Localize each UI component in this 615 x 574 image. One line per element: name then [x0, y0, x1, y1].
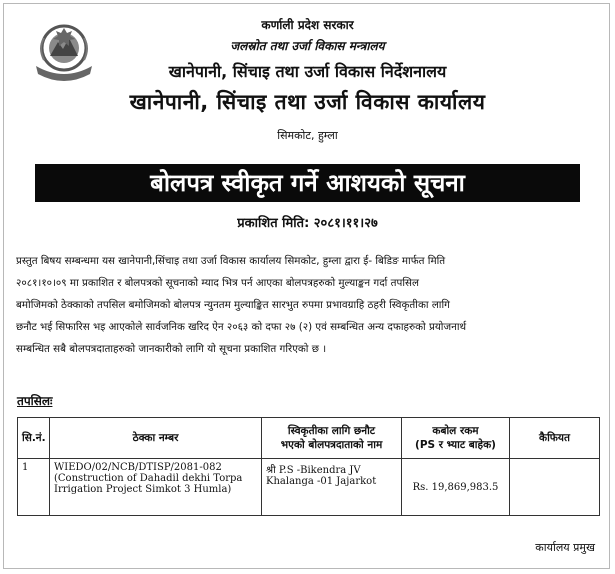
header-remarks: कैफियत — [510, 418, 600, 459]
body-line: २०८१।१०।०९ मा प्रकाशित र बोलपत्रको सूचनाको म्याद भित्र पर्न आएका बोलपत्रहरुको मुल्याङ्कन गर्दा तपसिल — [16, 277, 419, 289]
published-date: प्रकाशित मिति: २०८१।११।२७ — [237, 216, 378, 231]
contract-description: (Construction of Dahadil dekhi Torpa — [54, 473, 243, 484]
bidder-name: श्री P.S -Bikendra JV — [266, 465, 361, 476]
header-amount — [402, 418, 510, 459]
header-contract-number: ठेक्का नम्बर — [50, 418, 262, 459]
cell-amount: Rs. 19,869,983.5 — [402, 459, 510, 516]
bidder-address: Khalanga -01 Jajarkot — [266, 476, 377, 487]
office-location: सिमकोट, हुम्ला — [277, 129, 338, 142]
body-line: सम्बन्धित सबै बोलपत्रदाताहरुको जानकारीको लागि यो सूचना प्रकाशित गरिएको छ । — [16, 343, 327, 355]
header-bidder — [262, 418, 402, 459]
header-bidder-line: भएको बोलपत्रदाताको नाम — [280, 439, 383, 451]
header-amount-line: कबोल रकम — [432, 425, 479, 437]
directorate-heading: खानेपानी, सिंचाइ तथा उर्जा विकास निर्देशनालय — [168, 62, 447, 81]
signatory-label: कार्यालय प्रमुख — [535, 541, 595, 554]
details-label: तपसिलः — [17, 394, 53, 408]
body-line: छनौट भई सिफारिस भइ आएकोले सार्वजनिक खरिद ऐन २०६३ को दफा २७ (२) एवं सम्बन्धित अन्य दफाहरुको प्रयोजनार्थ — [16, 321, 467, 333]
table-row — [18, 459, 600, 516]
award-table — [17, 417, 600, 516]
body-line: बमोजिमको ठेक्काको तपसिल बमोजिमको बोलपत्र न्युनतम मुल्याङ्कित सारभुत रुपमा प्रभावग्राहि ठहरी स्विकृतीका लागि — [16, 299, 450, 311]
contract-description: Irrigation Project Simkot 3 Humla) — [54, 484, 232, 495]
header-bidder-line: स्विकृतीका लागि छनौट — [287, 425, 376, 437]
contract-id: WIEDO/02/NCB/DTISP/2081-082 — [54, 462, 222, 473]
cell-bidder — [262, 459, 402, 516]
table-header-row — [18, 418, 600, 459]
cell-sn: 1 — [18, 459, 50, 516]
province-government-heading: कर्णाली प्रदेश सरकार — [261, 18, 354, 32]
header-amount-line: (PS र भ्याट बाहेक) — [415, 439, 496, 451]
cell-contract — [50, 459, 262, 516]
cell-remarks — [510, 459, 600, 516]
ministry-heading: जलस्रोत तथा उर्जा विकास मन्त्रालय — [230, 39, 385, 53]
office-heading: खानेपानी, सिंचाइ तथा उर्जा विकास कार्यालय — [129, 90, 486, 114]
notice-title-banner: बोलपत्र स्वीकृत गर्ने आशयको सूचना — [35, 164, 580, 202]
header-sn: सि.नं. — [18, 418, 50, 459]
notice-body — [16, 250, 598, 360]
body-line: प्रस्तुत बिषय सम्बन्धमा यस खानेपानी,सिंचाइ तथा उर्जा विकास कार्यालय सिमकोट, हुम्ला द्वारा ई- बिडिङ मार्फत मिति — [16, 255, 446, 267]
